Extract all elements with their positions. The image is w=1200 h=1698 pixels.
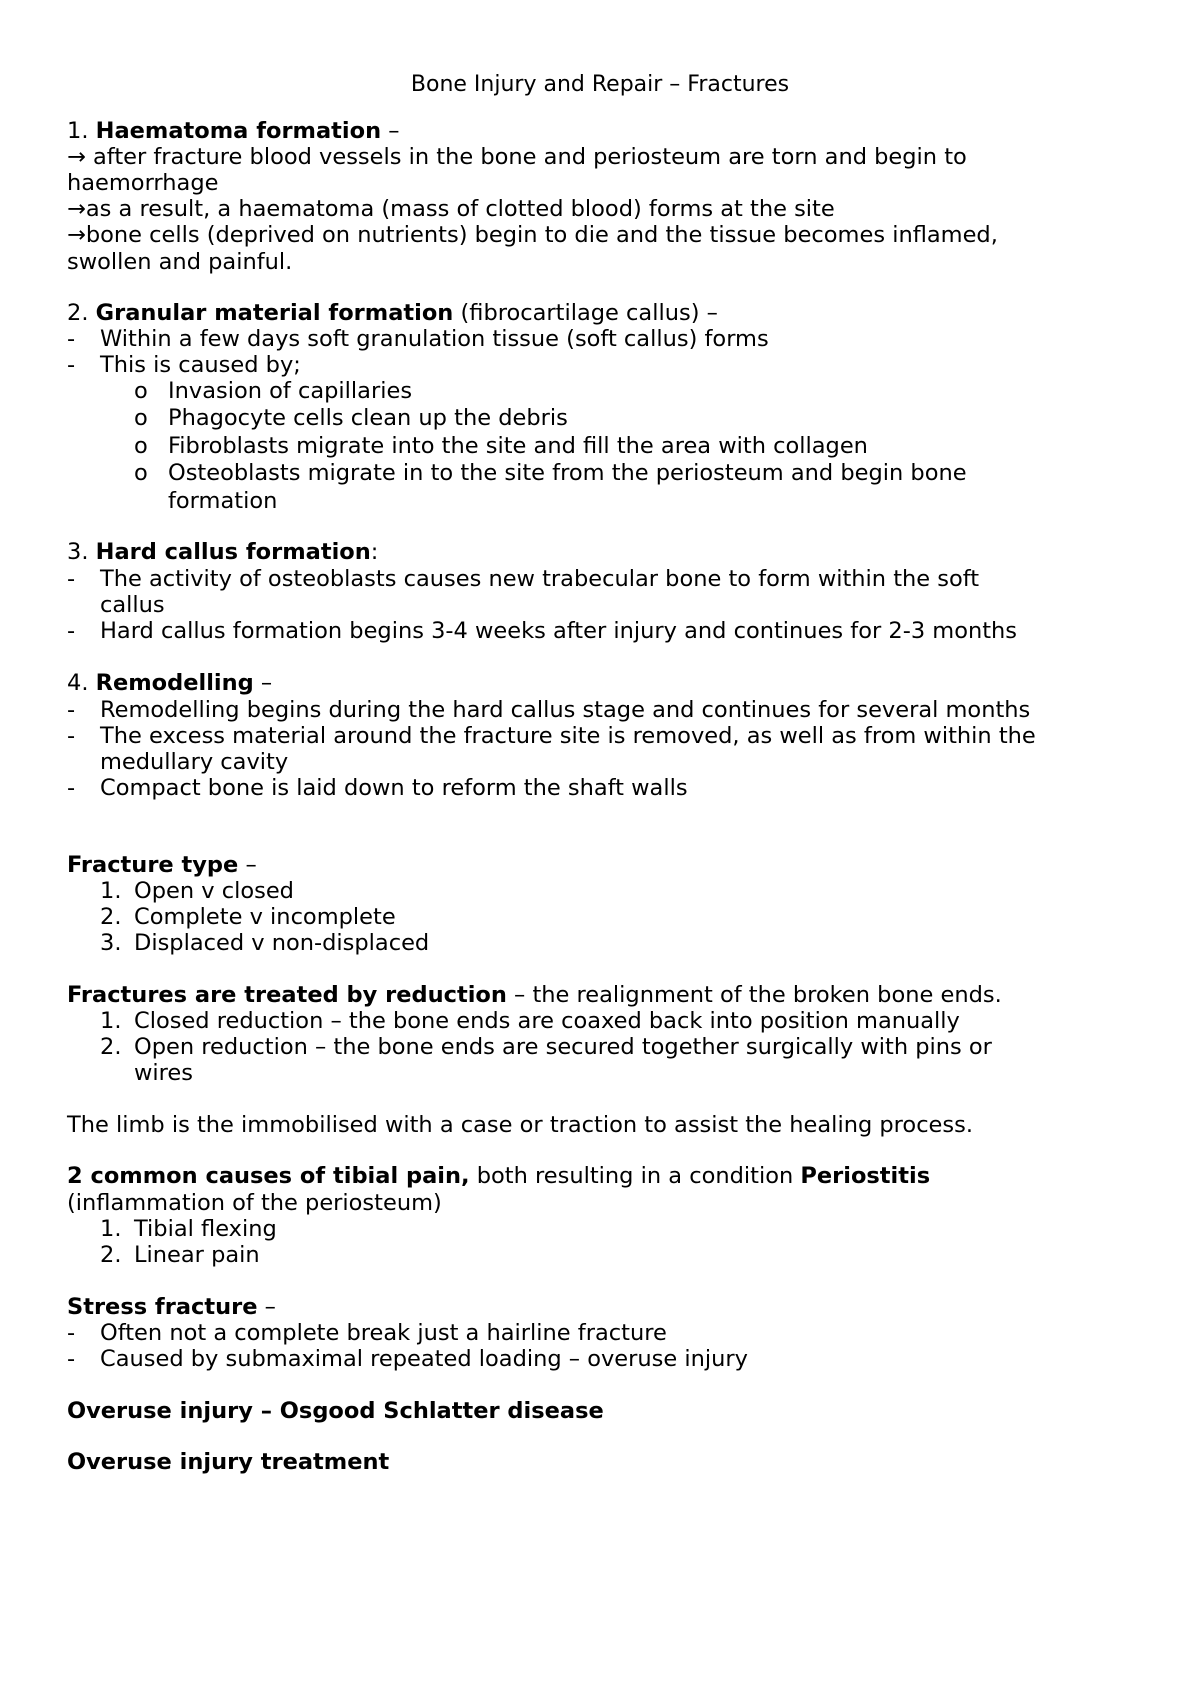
list-number: 1.: [100, 1216, 122, 1242]
bullet-item: Caused by submaximal repeated loading – overuse injury: [100, 1346, 748, 1372]
heading-middle: both resulting in a condition: [469, 1163, 801, 1189]
bullet-dash: -: [67, 723, 76, 749]
section-4-heading: [67, 669, 272, 697]
overuse-treatment-heading: Overuse injury treatment: [67, 1449, 390, 1475]
list-item: wires: [134, 1060, 193, 1086]
section-number: 2.: [67, 300, 89, 326]
section-heading-suffix: –: [253, 670, 273, 696]
bullet-dash: -: [67, 352, 76, 378]
text-line: →as a result, a haematoma (mass of clotted blood) forms at the site: [67, 196, 835, 222]
section-heading-text: Hard callus formation: [95, 539, 371, 565]
sub-bullet-item: Fibroblasts migrate into the site and fill the area with collagen: [168, 433, 868, 459]
section-number: 1.: [67, 118, 89, 144]
section-number: 3.: [67, 539, 89, 565]
reduction-heading: [67, 981, 1002, 1009]
list-number: 1.: [100, 1008, 122, 1034]
section-heading-suffix: –: [381, 118, 400, 144]
heading-suffix: –: [257, 1294, 276, 1320]
bullet-item: Within a few days soft granulation tissue (soft callus) forms: [100, 326, 769, 352]
bullet-dash: -: [67, 1320, 76, 1346]
list-item: Open reduction – the bone ends are secured together surgically with pins or: [134, 1034, 992, 1060]
bullet-circle: o: [134, 378, 148, 404]
heading-text: Fractures are treated by reduction: [67, 982, 507, 1008]
bullet-circle: o: [134, 405, 148, 431]
bullet-item: Compact bone is laid down to reform the shaft walls: [100, 775, 688, 801]
list-item: Complete v incomplete: [134, 904, 396, 930]
text-line: swollen and painful.: [67, 249, 293, 275]
overuse-heading: Overuse injury – Osgood Schlatter disease: [67, 1398, 604, 1424]
list-item: Tibial flexing: [134, 1216, 277, 1242]
text-line: → after fracture blood vessels in the bone and periosteum are torn and begin to: [67, 144, 967, 170]
fracture-type-heading: [67, 851, 257, 879]
text-line: (inflammation of the periosteum): [67, 1190, 442, 1216]
section-number: 4.: [67, 670, 89, 696]
bullet-item: Remodelling begins during the hard callus stage and continues for several months: [100, 697, 1031, 723]
section-heading-suffix: (fibrocartilage callus) –: [453, 300, 718, 326]
bullet-item: callus: [100, 592, 165, 618]
bullet-dash: -: [67, 566, 76, 592]
list-number: 2.: [100, 1242, 122, 1268]
bullet-dash: -: [67, 618, 76, 644]
bullet-item: medullary cavity: [100, 749, 289, 775]
section-1-heading: [67, 117, 400, 145]
bullet-dash: -: [67, 697, 76, 723]
list-number: 3.: [100, 930, 122, 956]
section-3-heading: [67, 538, 378, 566]
section-heading-text: Granular material formation: [95, 300, 454, 326]
heading-suffix: – the realignment of the broken bone ends.: [506, 982, 1002, 1008]
paragraph: The limb is the immobilised with a case or traction to assist the healing process.: [67, 1112, 973, 1138]
bullet-item: The activity of osteoblasts causes new trabecular bone to form within the soft: [100, 566, 980, 592]
text-line: haemorrhage: [67, 170, 219, 196]
bullet-item: Hard callus formation begins 3-4 weeks after injury and continues for 2-3 months: [100, 618, 1018, 644]
bullet-dash: -: [67, 775, 76, 801]
list-item: Open v closed: [134, 878, 294, 904]
list-item: Displaced v non-displaced: [134, 930, 430, 956]
bullet-circle: o: [134, 460, 148, 486]
list-item: Closed reduction – the bone ends are coaxed back into position manually: [134, 1008, 960, 1034]
bullet-dash: -: [67, 326, 76, 352]
bullet-circle: o: [134, 433, 148, 459]
sub-bullet-item: Phagocyte cells clean up the debris: [168, 405, 568, 431]
sub-bullet-item: Invasion of capillaries: [168, 378, 413, 404]
list-number: 2.: [100, 1034, 122, 1060]
heading-term: Periostitis: [800, 1163, 931, 1189]
heading-text: Fracture type: [67, 852, 239, 878]
heading-suffix: –: [238, 852, 257, 878]
bullet-item: Often not a complete break just a hairline fracture: [100, 1320, 667, 1346]
section-2-heading: [67, 299, 718, 327]
sub-bullet-item: Osteoblasts migrate in to the site from the periosteum and begin bone: [168, 460, 967, 486]
heading-text: Stress fracture: [67, 1294, 258, 1320]
heading-text: 2 common causes of tibial pain,: [67, 1163, 470, 1189]
stress-fracture-heading: [67, 1293, 276, 1321]
document-title: Bone Injury and Repair – Fractures: [410, 72, 790, 97]
bullet-item: This is caused by;: [100, 352, 301, 378]
tibial-pain-heading: [67, 1162, 930, 1190]
bullet-item: The excess material around the fracture site is removed, as well as from within the: [100, 723, 1036, 749]
section-heading-suffix: :: [370, 539, 379, 565]
list-item: Linear pain: [134, 1242, 260, 1268]
list-number: 1.: [100, 878, 122, 904]
list-number: 2.: [100, 904, 122, 930]
bullet-dash: -: [67, 1346, 76, 1372]
sub-bullet-item: formation: [168, 488, 278, 514]
section-heading-text: Remodelling: [95, 670, 254, 696]
section-heading-text: Haematoma formation: [95, 118, 382, 144]
text-line: →bone cells (deprived on nutrients) begin to die and the tissue becomes inflamed,: [67, 222, 998, 248]
